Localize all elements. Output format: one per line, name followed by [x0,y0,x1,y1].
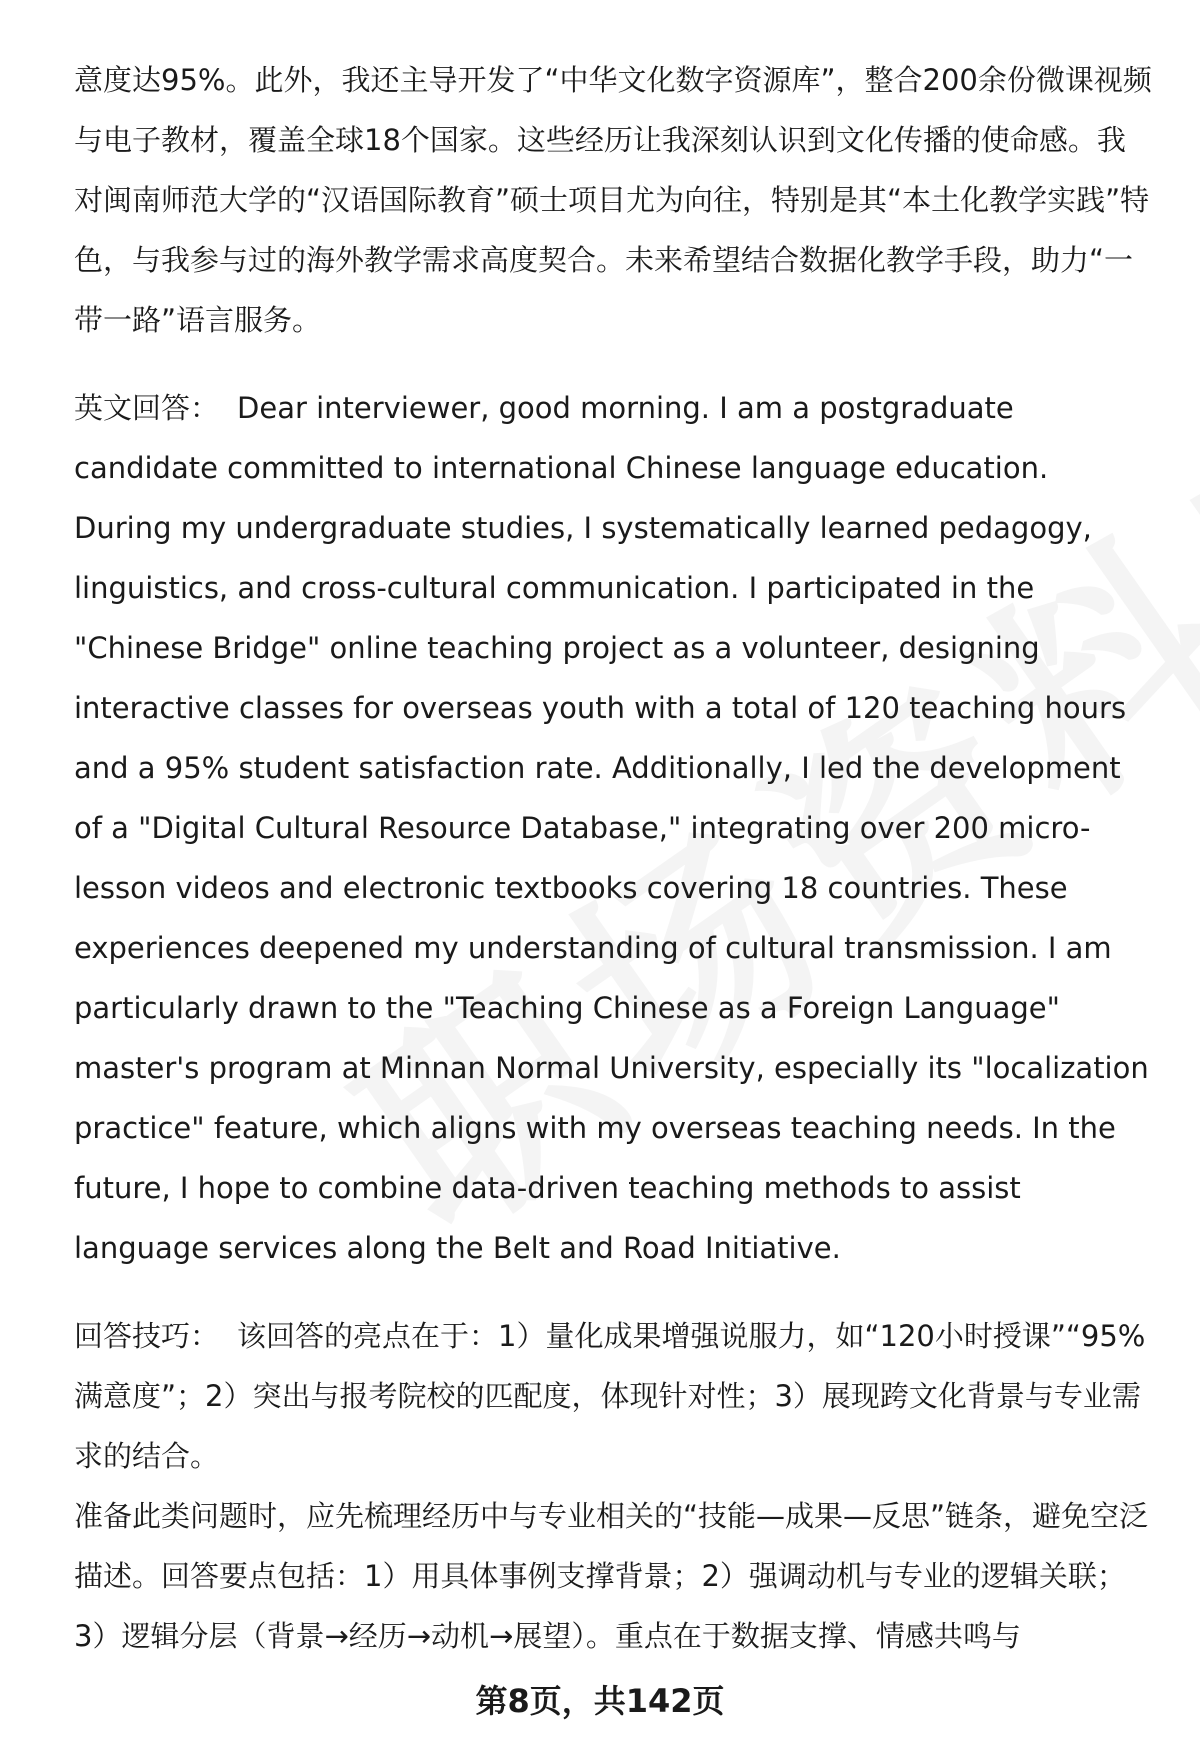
document-body [74,50,1154,1666]
en-answer-label: 英文回答： [74,391,220,425]
paragraph-gap [74,1278,1154,1306]
prep-paragraph: 准备此类问题时，应先梳理经历中与专业相关的“技能—成果—反思”链条，避免空泛描述。回答要点包括：1）用具体事例支撑背景；2）强调动机与专业的逻辑关联；3）逻辑分层（背景→经历→动机→展望）。重点在于数据支撑、情感共鸣与 [74,1499,1149,1653]
page-number: 第8页，共142页 [475,1682,725,1720]
tips-label: 回答技巧： [74,1319,220,1353]
tips-text: 该回答的亮点在于：1）量化成果增强说服力，如“120小时授课”“95%满意度”；2）突出与报考院校的匹配度，体现针对性；3）展现跨文化背景与专业需求的结合。 [74,1319,1146,1473]
cn-answer-continuation: 意度达95%。此外，我还主导开发了“中华文化数字资源库”，整合200余份微课视频与电子教材，覆盖全球18个国家。这些经历让我深刻认识到文化传播的使命感。我对闽南师范大学的“汉语国际教育”硕士项目尤为向往，特别是其“本土化教学实践”特色，与我参与过的海外教学需求高度契合。未来希望结合数据化教学手段，助力“一带一路”语言服务。 [74,63,1152,337]
paragraph-gap [74,350,1154,378]
tips-paragraph [74,1306,1154,1486]
en-answer-paragraph [74,378,1154,1278]
en-answer-text: Dear interviewer, good morning. I am a postgraduate candidate committed to international Chinese language education. During my undergraduate studies, I systematically learned pedagogy, linguistics, and cross-cultural communication. I participated in the "Chinese Bridge" online teaching project as a volunteer, designing interactive classes for overseas youth with a total of 120 teaching hours and a 95% student satisfaction rate. Additionally, I led the development of a "Digital Cultural Resource Database," integrating over 200 micro-lesson videos and electronic textbooks covering 18 countries. These experiences deepened my understanding of cultural transmission. I am particularly drawn to the "Teaching Chinese as a Foreign Language" master's program at Minnan Normal University, especially its "localization practice" feature, which aligns with my overseas teaching needs. In the future, I hope to combine data-driven teaching methods to assist language services along the Belt and Road Initiative. [74,391,1149,1265]
